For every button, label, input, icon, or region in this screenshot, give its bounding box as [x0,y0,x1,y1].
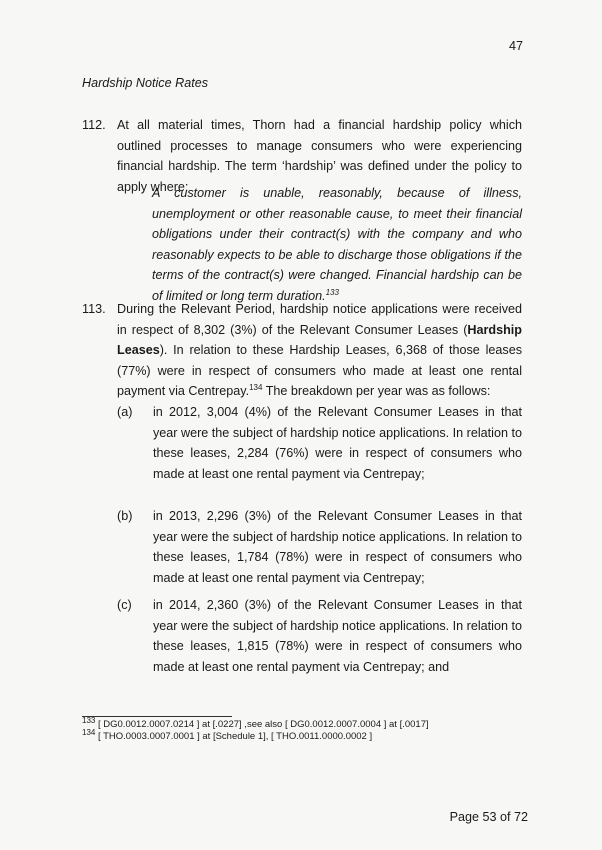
footnote-number: 133 [82,715,96,725]
footnote-ref: 134 [249,382,263,392]
footnote-134 [82,727,429,743]
paragraph-113 [82,299,522,402]
section-heading: Hardship Notice Rates [82,76,208,90]
paragraph-number: 113. [82,302,106,316]
footnote-text: [ THO.0003.0007.0001 ] at [Schedule 1], [ THO.0011.0000.0002 ] [95,731,373,742]
block-quote [152,183,522,306]
subparagraph-b [117,506,522,588]
footnote-133 [82,715,429,731]
paragraph-text: At all material times, Thorn had a financial hardship policy which outlined processes to manage consumers who were experiencing financial hardship. The term ‘hardship’ was defined under the policy to apply where: [117,118,522,194]
footnote-ref: 133 [325,287,339,297]
subparagraph-label: (b) [117,509,133,523]
footnotes [82,715,429,743]
subparagraph-c [117,595,522,677]
page-footer: Page 53 of 72 [449,810,528,824]
footnote-text: [ DG0.0012.0007.0214 ] at [.0227] ,see also [ DG0.0012.0007.0004 ] at [.0017] [95,719,429,730]
subparagraph-label: (c) [117,598,132,612]
subparagraph-text: in 2012, 3,004 (4%) of the Relevant Consumer Leases in that year were the subject of hardship notice applications. In relation to these leases, 2,284 (76%) were in respect of consumers who made at least one rental payment via Centrepay; [153,405,522,481]
quote-text: A customer is unable, reasonably, because of illness, unemployment or other reasonable cause, to meet their financial obligations under their contract(s) with the company and who reasonably expects to be able to discharge those obligations if the terms of the contract(s) were changed. Financial hardship can be of limited or long term duration. [152,186,522,303]
subparagraph-text: in 2014, 2,360 (3%) of the Relevant Consumer Leases in that year were the subject of hardship notice applications. In relation to these leases, 1,815 (78%) were in respect of consumers who made at least one rental payment via Centrepay; and [153,598,522,674]
subparagraph-a [117,402,522,484]
subparagraph-label: (a) [117,405,133,419]
paragraph-number: 112. [82,118,106,132]
subparagraph-text: in 2013, 2,296 (3%) of the Relevant Consumer Leases in that year were the subject of hardship notice applications. In relation to these leases, 1,784 (78%) were in respect of consumers who made at least one rental payment via Centrepay; [153,509,522,585]
defined-term: Hardship Leases [117,322,522,357]
footnote-number: 134 [82,727,96,737]
page-number: 47 [508,39,523,53]
text-segment: During the Relevant Period, hardship notice applications were received in respect of 8,302 (3%) of the Relevant Consumer Leases ( [117,302,522,337]
text-segment: The breakdown per year was as follows: [262,384,491,398]
paragraph-text [117,299,522,402]
text-segment: ). In relation to these Hardship Leases, 6,368 of those leases (77%) were in respect of consumers who made at least one rental payment via Centrepay. [117,343,522,398]
footnote-divider [82,716,232,717]
